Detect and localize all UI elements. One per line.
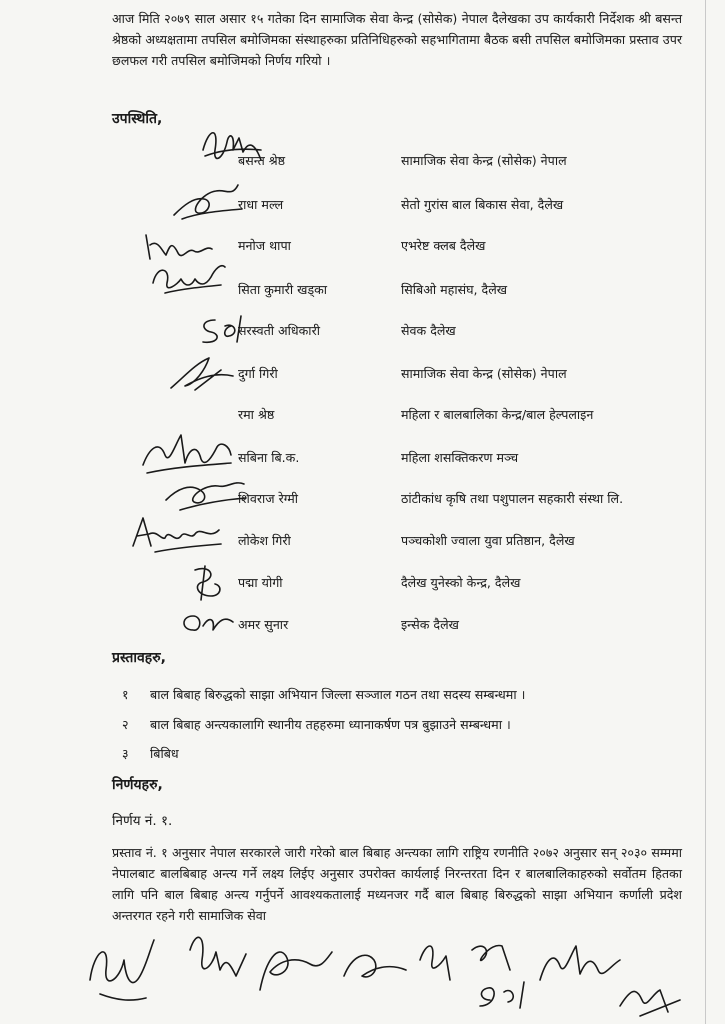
attendee-org: एभरेष्ट क्लब दैलेख: [401, 238, 486, 253]
attendee-row: [0, 365, 705, 389]
attendee-name: सबिना बि.क.: [238, 450, 300, 465]
attendee-org: दैलेख युनेस्को केन्द्र, दैलेख: [401, 575, 521, 590]
signature-image: [175, 600, 240, 645]
proposal-number: २: [122, 717, 129, 732]
decision-one-heading: निर्णय नं. १.: [112, 813, 173, 829]
attendee-name: पद्मा योगी: [238, 575, 283, 590]
attendee-org: इन्सेक दैलेख: [401, 617, 459, 632]
signature-image: [185, 560, 230, 605]
signature-image: [160, 470, 250, 515]
proposal-item: [0, 745, 705, 767]
proposal-text: बाल बिबाह अन्त्यकालागि स्थानीय तहहरुमा ध्यानाकर्षण पत्र बुझाउने सम्बन्धमा ।: [150, 717, 511, 732]
attendee-name: सरस्वती अधिकारी: [238, 323, 320, 338]
attendee-row: [0, 574, 705, 598]
signature-image: [168, 175, 248, 225]
signature-image: [165, 350, 240, 395]
attendee-row: [0, 152, 705, 176]
attendee-row: [0, 322, 705, 346]
proposal-number: ३: [122, 746, 129, 761]
attendee-row: [0, 449, 705, 473]
decisions-heading: निर्णयहरु,: [112, 777, 163, 793]
attendee-row: [0, 196, 705, 220]
proposal-item: [0, 686, 705, 708]
attendee-org: महिला र बालबालिका केन्द्र/बाल हेल्पलाइन: [401, 407, 594, 422]
proposal-text: बाल बिबाह बिरुद्धको साझा अभियान जिल्ला सञ्जाल गठन तथा सदस्य सम्बन्धमा ।: [150, 687, 526, 702]
signature-image: [195, 312, 250, 347]
attendee-org: सेवक दैलेख: [401, 323, 456, 338]
attendee-name: सिता कुमारी खड्का: [238, 282, 328, 297]
attendance-heading: उपस्थिति,: [112, 111, 163, 127]
attendee-row: [0, 281, 705, 305]
attendee-org: पञ्चकोशी ज्वाला युवा प्रतिष्ठान, दैलेख: [401, 533, 575, 548]
attendee-org: सेतो गुरांस बाल बिकास सेवा, दैलेख: [401, 197, 564, 212]
attendee-org: सिबिओ महासंघ, दैलेख: [401, 282, 508, 297]
attendee-name: राधा मल्ल: [238, 197, 284, 212]
attendee-row: [0, 490, 705, 514]
attendee-row: [0, 406, 705, 430]
attendee-name: लोकेश गिरी: [238, 533, 291, 548]
attendee-name: मनोज थापा: [238, 238, 291, 253]
attendee-org: ठांटीकांध कृषि तथा पशुपालन सहकारी संस्था लि.: [401, 491, 624, 506]
proposal-item: [0, 716, 705, 738]
page-margin-line: [705, 0, 706, 1024]
attendee-name: अमर सुनार: [238, 617, 289, 632]
proposals-heading: प्रस्तावहरु,: [112, 650, 166, 666]
attendee-name: दुर्गा गिरी: [238, 366, 278, 381]
attendee-org: सामाजिक सेवा केन्द्र (सोसेक) नेपाल: [401, 366, 567, 381]
intro-paragraph: आज मिति २०७९ साल असार १५ गतेका दिन सामाजिक सेवा केन्द्र (सोसेक) नेपाल दैलेखका उप कार्यकारी निर्देशक श्री बसन्त श्रेष्ठको अध्यक्षतामा तपसिल बमोजिमका संस्थाहरुका प्रतिनिधिहरुको सहभागितामा बैठक बसी तपसिल बमोजिमका प्रस्ताव उपर छलफल गरी तपसिल बमोजिमको निर्णय गरियो ।: [112, 11, 682, 68]
attendee-name: शिवराज रेग्मी: [238, 491, 299, 506]
signature-image: [145, 255, 230, 300]
attendee-name: बसन्त श्रेष्ठ: [238, 153, 286, 168]
attendee-row: [0, 616, 705, 640]
signature-image: [125, 510, 225, 560]
attendee-org: महिला शसक्तिकरण मञ्च: [401, 450, 519, 465]
decision-one-paragraph: प्रस्ताव नं. १ अनुसार नेपाल सरकारले जारी गरेको बाल बिबाह अन्त्यका लागि राष्ट्रिय रणनीति २०७२ अनुसार सन् २०३० सम्ममा नेपालबाट बालबिबाह अन्त्य गर्ने लक्ष्य लिईए अनुसार उपरोक्त कार्यलाई निरन्तरता दिन र बालबालिकाहरुको सर्वोतम हितका लागि पनि बाल बिबाह अन्त्य गर्नुपर्ने आवश्यकतालाई मध्यनजर गर्दै बाल बिबाह बिरुद्धको साझा अभियान कर्णाली प्रदेश अन्तरगत रहने गरी सामाजिक सेवा: [112, 845, 682, 923]
attendee-row: [0, 237, 705, 261]
footer-signatures-image: [80, 920, 710, 1020]
attendee-row: [0, 532, 705, 556]
attendee-org: सामाजिक सेवा केन्द्र (सोसेक) नेपाल: [401, 153, 567, 168]
proposal-number: १: [122, 687, 129, 702]
attendee-name: रमा श्रेष्ठ: [238, 407, 275, 422]
proposal-text: बिबिध: [150, 746, 179, 761]
signature-image: [195, 120, 265, 175]
